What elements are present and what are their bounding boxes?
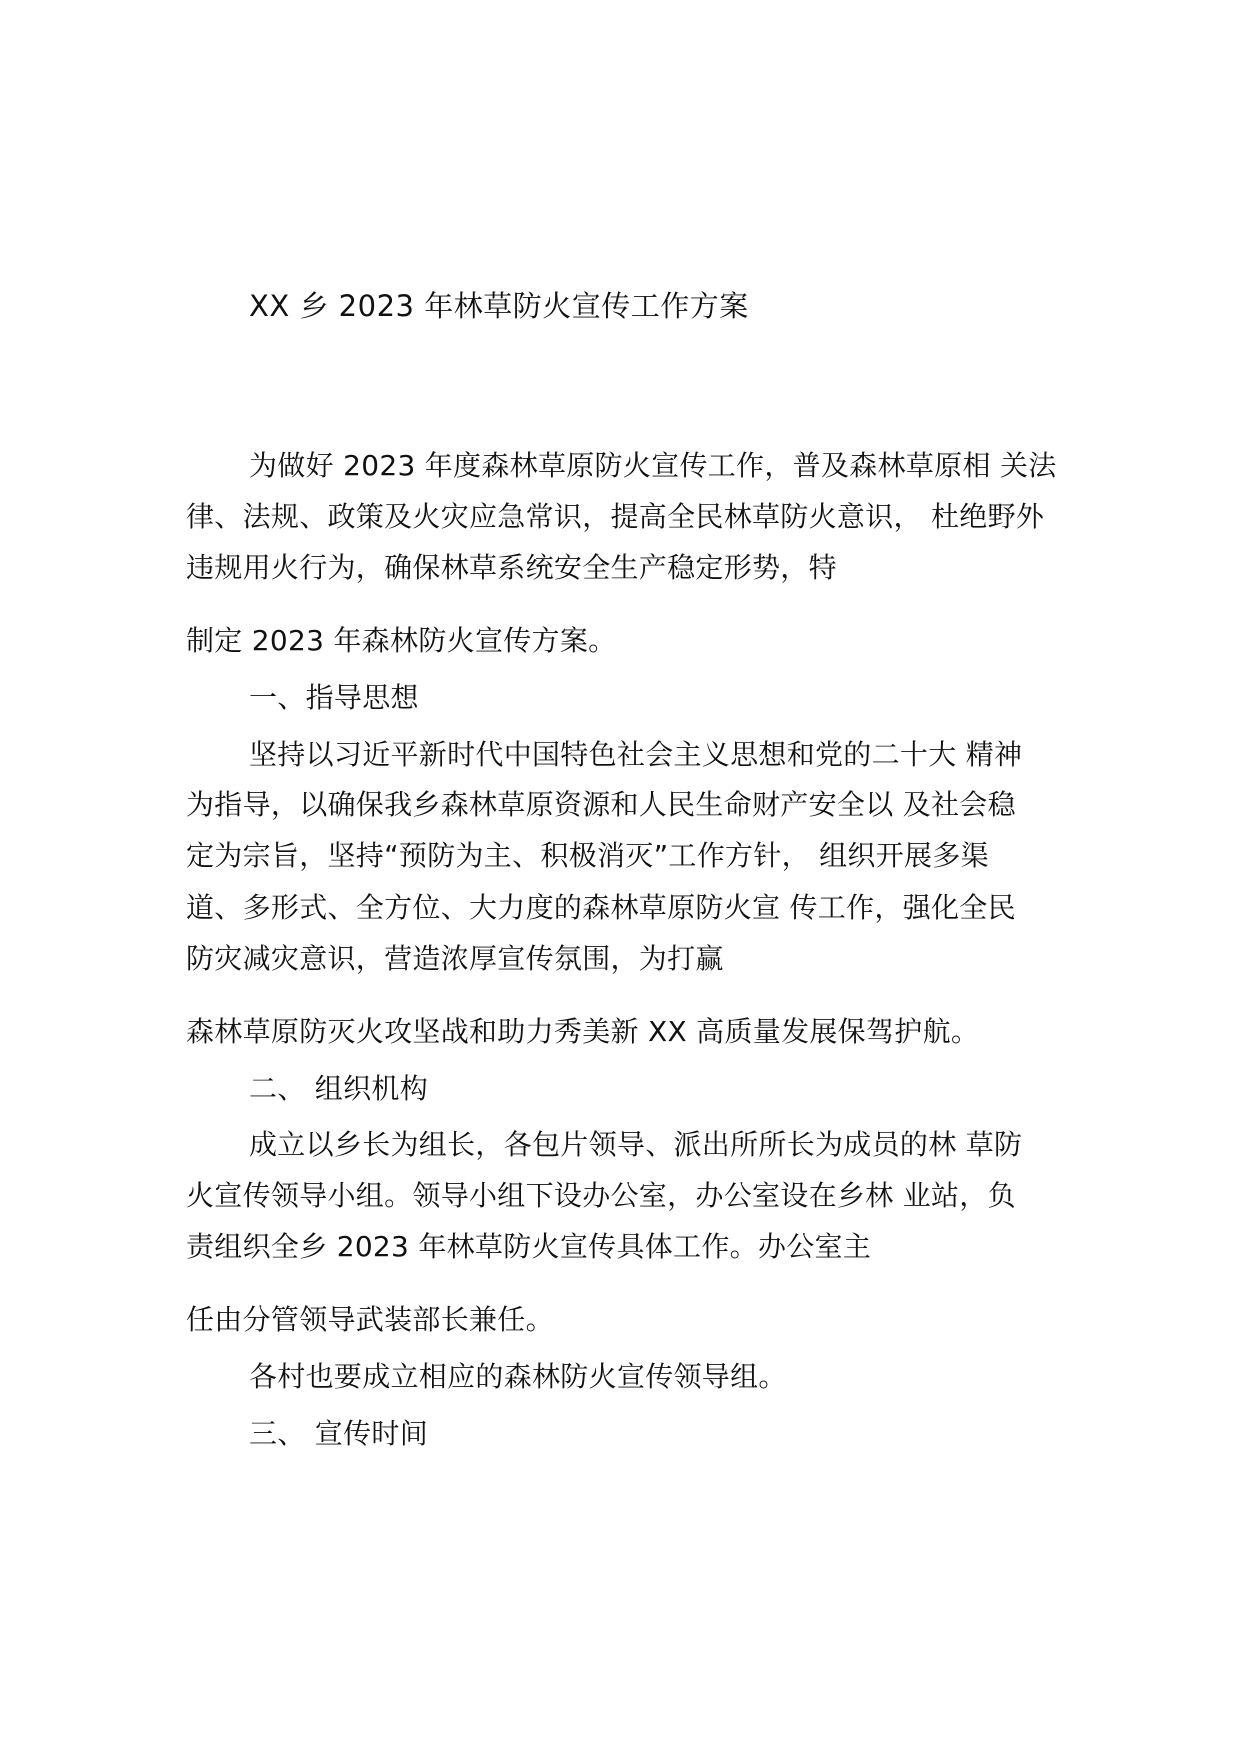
paragraph-intro-line: 为做好 2023 年度森林草原防火宣传工作，普及森林草原相 关法 bbox=[249, 449, 1057, 482]
paragraph-organization-line: 责组织全乡 2023 年林草防火宣传具体工作。办公室主 bbox=[186, 1230, 872, 1263]
paragraph-guiding-line: 森林草原防灭火攻坚战和助力秀美新 XX 高质量发展保驾护航。 bbox=[186, 1015, 980, 1048]
paragraph-village-groups: 各村也要成立相应的森林防火宣传领导组。 bbox=[249, 1360, 787, 1393]
paragraph-guiding-line: 定为宗旨，坚持“预防为主、积极消灭”工作方针， 组织开展多渠 bbox=[186, 839, 989, 872]
document-title: XX 乡 2023 年林草防火宣传工作方案 bbox=[249, 289, 749, 323]
paragraph-intro-line: 律、法规、政策及火灾应急常识，提高全民林草防火意识， 杜绝野外 bbox=[186, 500, 1045, 533]
paragraph-intro-line: 制定 2023 年森林防火宣传方案。 bbox=[186, 624, 617, 657]
paragraph-guiding-line: 坚持以习近平新时代中国特色社会主义思想和党的二十大 精神 bbox=[249, 738, 1023, 771]
paragraph-guiding-line: 防灾减灾意识，营造浓厚宣传氛围，为打赢 bbox=[186, 942, 724, 975]
paragraph-intro-line: 违规用火行为，确保林草系统安全生产稳定形势，特 bbox=[186, 551, 837, 584]
paragraph-guiding-line: 为指导，以确保我乡森林草原资源和人民生命财产安全以 及社会稳 bbox=[186, 788, 1016, 821]
paragraph-guiding-line: 道、多形式、全方位、大力度的森林草原防火宣 传工作，强化全民 bbox=[186, 891, 1016, 924]
section-heading-guiding-thought: 一、指导思想 bbox=[249, 681, 419, 714]
paragraph-organization-line: 成立以乡长为组长，各包片领导、派出所所长为成员的林 草防 bbox=[249, 1128, 1023, 1161]
paragraph-organization-line: 火宣传领导小组。领导小组下设办公室，办公室设在乡林 业站，负 bbox=[186, 1179, 1016, 1212]
section-heading-organization: 二、 组织机构 bbox=[249, 1072, 429, 1105]
paragraph-organization-line: 任由分管领导武装部长兼任。 bbox=[186, 1303, 554, 1336]
section-heading-publicity-time: 三、 宣传时间 bbox=[249, 1417, 429, 1450]
